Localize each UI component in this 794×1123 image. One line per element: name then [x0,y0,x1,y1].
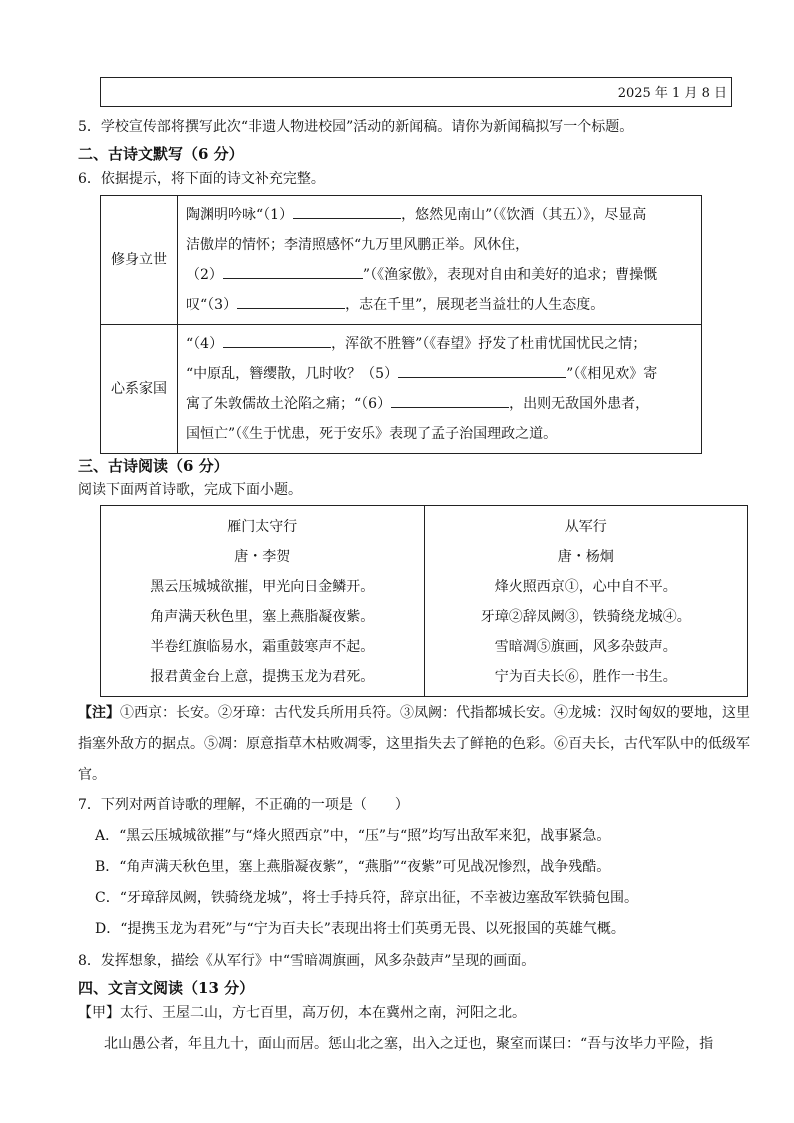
answer-box [100,77,732,107]
option-c[interactable]: C．“牙璋辞凤阙，铁骑绕龙城”，将士手持兵符，辞京出征，不幸被边塞敌军铁骑包围。 [95,890,639,906]
answer-blank-4[interactable] [223,333,331,348]
date-text: 2025 年 1 月 8 日 [617,86,727,101]
poem-line: 角声满天秋色里，塞上燕脂凝夜紫。 [150,609,375,625]
text: 陶渊明吟咏“（1） [186,207,294,223]
question-5: 5．学校宣传部将撰写此次“非遗人物进校园”活动的新闻稿。请你为新闻稿拟写一个标题。 [78,119,634,135]
note-tag: 【注】 [78,705,120,721]
section-2-heading: 二、古诗文默写（6 分） [78,145,244,163]
answer-blank-3[interactable] [237,294,345,309]
text: 寓了朱敦儒故土沦陷之痛；“（6） [186,396,392,412]
option-b[interactable]: B．“角声满天秋色里，塞上燕脂凝夜紫”，“燕脂”“夜紫”可见战况惨烈，战争残酷。 [95,859,611,875]
reading-intro: 阅读下面两首诗歌，完成下面小题。 [78,482,302,498]
passage-line-1: 【甲】太行、王屋二山，方七百里，高万仞，本在冀州之南，河阳之北。 [78,1005,526,1021]
text: ，出则无敌国外患者， [509,396,650,412]
poem-line: 报君黄金台上意，提携玉龙为君死。 [150,669,375,685]
text: “中原乱，簪缨散，几时收？（5） [186,366,399,382]
question-6: 6．依据提示，将下面的诗文补充完整。 [78,171,325,187]
section-3-heading: 三、古诗阅读（6 分） [78,457,229,475]
text: ”（《相见欢》寄 [566,366,658,382]
option-d[interactable]: D．“提携玉龙为君死”与“宁为百夫长”表现出将士们英勇无畏、以死报国的英雄气概。 [95,921,625,937]
section-4-heading: 四、文言文阅读（13 分） [78,979,255,997]
poems-table [100,505,748,697]
dictation-table [100,195,702,454]
text: （2） [186,267,223,283]
answer-blank-5[interactable] [398,363,566,378]
question-8: 8．发挥想象，描绘《从军行》中“雪暗凋旗画，风多杂鼓声”呈现的画面。 [78,953,536,969]
note-text: ①西京：长安。②牙璋：古代发兵所用兵符。③凤阙：代指都城长安。④龙城：汉时匈奴的要地，这里指塞外敌方的据点。⑤凋：原意指草木枯败凋零，这里指失去了鲜艳的色彩。⑥百夫长，古代军队中的低级军官。 [78,705,750,783]
option-a[interactable]: A．“黑云压城城欲摧”与“烽火照西京”中，“压”与“照”均写出敌军来犯，战事紧急。 [95,828,611,844]
poem-author: 唐・李贺 [234,549,291,565]
text: ，悠然见南山”（《饮酒（其五）》，尽显高 [401,207,647,223]
poem-line: 黑云压城城欲摧，甲光向日金鳞开。 [150,579,375,595]
row-content [178,325,702,454]
table-row [101,325,702,454]
annotation [78,698,750,791]
poem-line: 牙璋②辞凤阙③，铁骑绕龙城④。 [480,609,691,625]
text: 国恒亡”（《生于忧患，死于安乐》表现了孟子治国理政之道。 [186,426,558,442]
poem-right [424,506,748,697]
poem-line: 宁为百夫长⑥，胜作一书生。 [494,669,677,685]
text: 洁傲岸的情怀；李清照感怀“九万里风鹏正举。风休住， [186,237,530,253]
answer-blank-2[interactable] [223,264,363,279]
question-7-stem: 7．下列对两首诗歌的理解，不正确的一项是（ ） [78,797,409,813]
poem-line: 烽火照西京①，心中自不平。 [494,579,677,595]
poem-line: 雪暗凋⑤旗画，风多杂鼓声。 [494,639,677,655]
poem-author: 唐・杨炯 [557,549,614,565]
passage-line-2: 北山愚公者，年且九十，面山而居。惩山北之塞，出入之迂也，聚室而谋曰：“吾与汝毕力平险，指 [104,1036,714,1052]
text: “（4） [186,336,224,352]
text: ”（《渔家傲》，表现对自由和美好的追求；曹操慨 [362,267,658,283]
answer-blank-1[interactable] [293,204,401,219]
answer-blank-6[interactable] [391,393,509,408]
row-label: 心系家国 [101,325,178,454]
text: ，志在千里”，展现老当益壮的人生态度。 [345,297,605,313]
text: 叹“（3） [186,297,238,313]
poem-left [101,506,425,697]
row-content [178,196,702,325]
row-label: 修身立世 [101,196,178,325]
poem-line: 半卷红旗临易水，霜重鼓寒声不起。 [150,639,375,655]
table-row [101,196,702,325]
text: ，浑欲不胜簪”（《春望》抒发了杜甫忧国忧民之情； [331,336,647,352]
poem-title: 雁门太守行 [227,519,298,535]
poem-title: 从军行 [564,519,607,535]
